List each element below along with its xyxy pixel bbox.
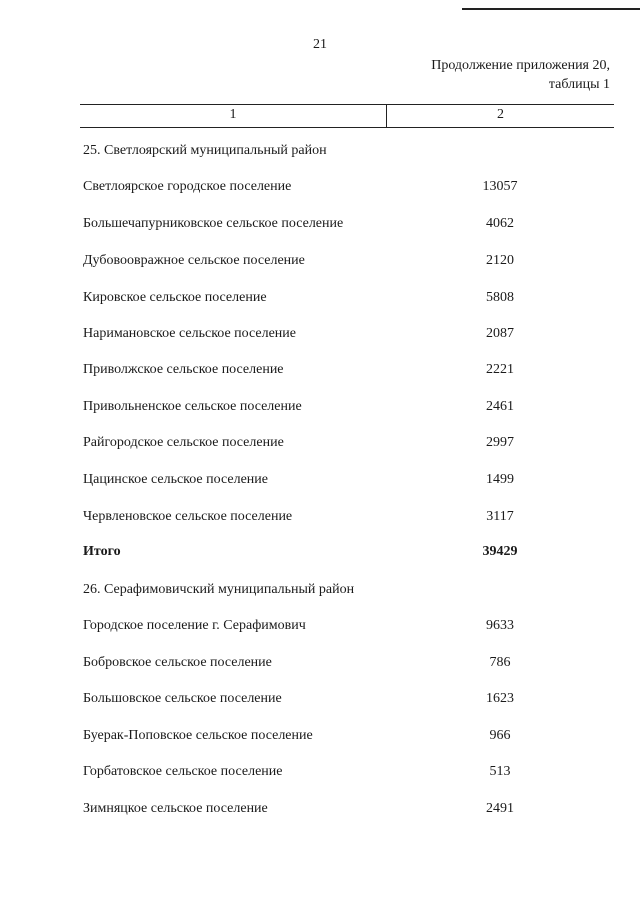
- row-value: 2997: [486, 435, 514, 450]
- row-value: 2491: [486, 801, 514, 816]
- page-number: 21: [313, 37, 327, 52]
- row-name: Червленовское сельское поселение: [83, 509, 293, 524]
- row-name: Цацинское сельское поселение: [83, 472, 268, 487]
- row-name: 26. Серафимовичский муниципальный район: [83, 582, 355, 597]
- row-name: Большечапурниковское сельское поселение: [83, 216, 344, 231]
- row-name: Большовское сельское поселение: [83, 691, 282, 706]
- table-row: [0, 179, 640, 199]
- row-value: 1499: [486, 472, 514, 487]
- table-row: [0, 435, 640, 455]
- table-row: [0, 618, 640, 638]
- table-row: [0, 326, 640, 346]
- row-name: Зимняцкое сельское поселение: [83, 801, 268, 816]
- row-name: 25. Светлоярский муниципальный район: [83, 143, 327, 158]
- table-header-col-1: 1: [229, 107, 237, 122]
- row-value: 39429: [482, 544, 518, 559]
- row-name: Райгородское сельское поселение: [83, 435, 284, 450]
- row-name: Наримановское сельское поселение: [83, 326, 297, 341]
- table-row: [0, 764, 640, 784]
- row-value: 2120: [486, 253, 514, 268]
- continuation-note: [431, 56, 610, 94]
- row-value: 966: [489, 728, 511, 743]
- total-row: [0, 544, 640, 564]
- table-row: [0, 728, 640, 748]
- row-value: 4062: [486, 216, 514, 231]
- table-row: [0, 253, 640, 273]
- table-header-bottom-rule: [80, 127, 614, 128]
- table-row: [0, 399, 640, 419]
- row-name: Светлоярское городское поселение: [83, 179, 292, 194]
- continuation-line-2: таблицы 1: [548, 77, 610, 92]
- row-name: Привольненское сельское поселение: [83, 399, 302, 414]
- row-name: Буерак-Поповское сельское поселение: [83, 728, 313, 743]
- row-value: 786: [489, 655, 511, 670]
- row-name: Итого: [83, 544, 121, 559]
- row-value: 9633: [486, 618, 514, 633]
- row-value: 3117: [486, 509, 514, 524]
- table-header-top-rule: [80, 104, 614, 105]
- continuation-line-1: Продолжение приложения 20,: [431, 58, 610, 73]
- row-name: Кировское сельское поселение: [83, 290, 267, 305]
- table-row: [0, 290, 640, 310]
- table-row: [0, 472, 640, 492]
- row-name: Приволжское сельское поселение: [83, 362, 284, 377]
- table-row: [0, 691, 640, 711]
- table-row: [0, 362, 640, 382]
- section-heading: [0, 582, 640, 602]
- scan-edge-line: [462, 8, 640, 10]
- table-row: [0, 509, 640, 529]
- section-heading: [0, 143, 640, 163]
- table-row: [0, 216, 640, 236]
- row-value: 13057: [482, 179, 518, 194]
- row-name: Дубовоовражное сельское поселение: [83, 253, 305, 268]
- row-name: Горбатовское сельское поселение: [83, 764, 283, 779]
- row-value: 5808: [486, 290, 514, 305]
- table-row: [0, 655, 640, 675]
- table-row: [0, 801, 640, 821]
- row-name: Городское поселение г. Серафимович: [83, 618, 306, 633]
- table-header-col-2: 2: [497, 107, 504, 122]
- row-value: 513: [489, 764, 511, 779]
- row-value: 2461: [486, 399, 514, 414]
- row-value: 2087: [486, 326, 514, 341]
- row-value: 1623: [486, 691, 514, 706]
- row-name: Бобровское сельское поселение: [83, 655, 272, 670]
- row-value: 2221: [486, 362, 514, 377]
